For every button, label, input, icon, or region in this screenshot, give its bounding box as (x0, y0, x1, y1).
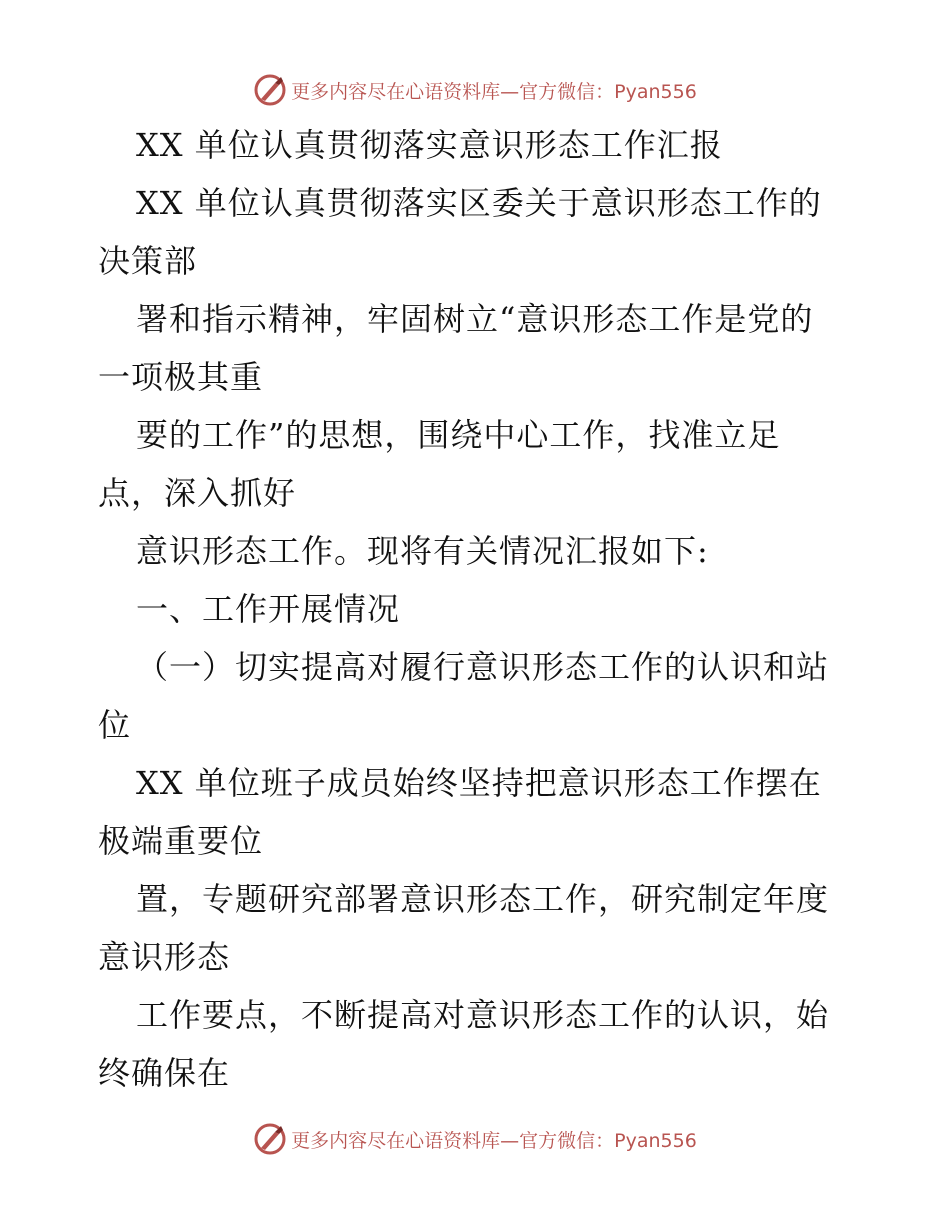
document-line: 一、工作开展情况 (136, 590, 401, 628)
document-line: XX 单位认真贯彻落实意识形态工作汇报 (136, 126, 723, 164)
document-line: 决策部 (98, 242, 198, 280)
document-line: 署和指示精神，牢固树立“意识形态工作是党的 (136, 300, 814, 338)
document-line: 工作要点，不断提高对意识形态工作的认识，始 (136, 996, 830, 1034)
document-line: 一项极其重 (98, 358, 264, 396)
header-watermark-banner (0, 70, 950, 110)
pen-logo-icon (253, 1122, 287, 1156)
document-body (98, 116, 858, 1102)
document-line: 意识形态 (98, 938, 231, 976)
pen-logo-icon (253, 73, 287, 107)
document-line: 点，深入抓好 (98, 474, 297, 512)
watermark-text: 更多内容尽在心语资料库—官方微信：Pyan556 (291, 80, 697, 103)
watermark-text: 更多内容尽在心语资料库—官方微信：Pyan556 (291, 1129, 697, 1152)
document-line: 置，专题研究部署意识形态工作，研究制定年度 (136, 880, 830, 918)
document-line: 极端重要位 (98, 822, 264, 860)
document-line: XX 单位班子成员始终坚持把意识形态工作摆在 (136, 764, 822, 802)
document-line: （一）切实提高对履行意识形态工作的认识和站 (136, 648, 830, 686)
document-line: 位 (98, 706, 132, 744)
footer-watermark-banner (0, 1119, 950, 1159)
document-line: 要的工作”的思想，围绕中心工作，找准立足 (136, 416, 781, 454)
document-line: XX 单位认真贯彻落实区委关于意识形态工作的 (136, 184, 822, 222)
document-line: 意识形态工作。现将有关情况汇报如下: (136, 532, 709, 570)
document-line: 终确保在 (98, 1054, 231, 1092)
